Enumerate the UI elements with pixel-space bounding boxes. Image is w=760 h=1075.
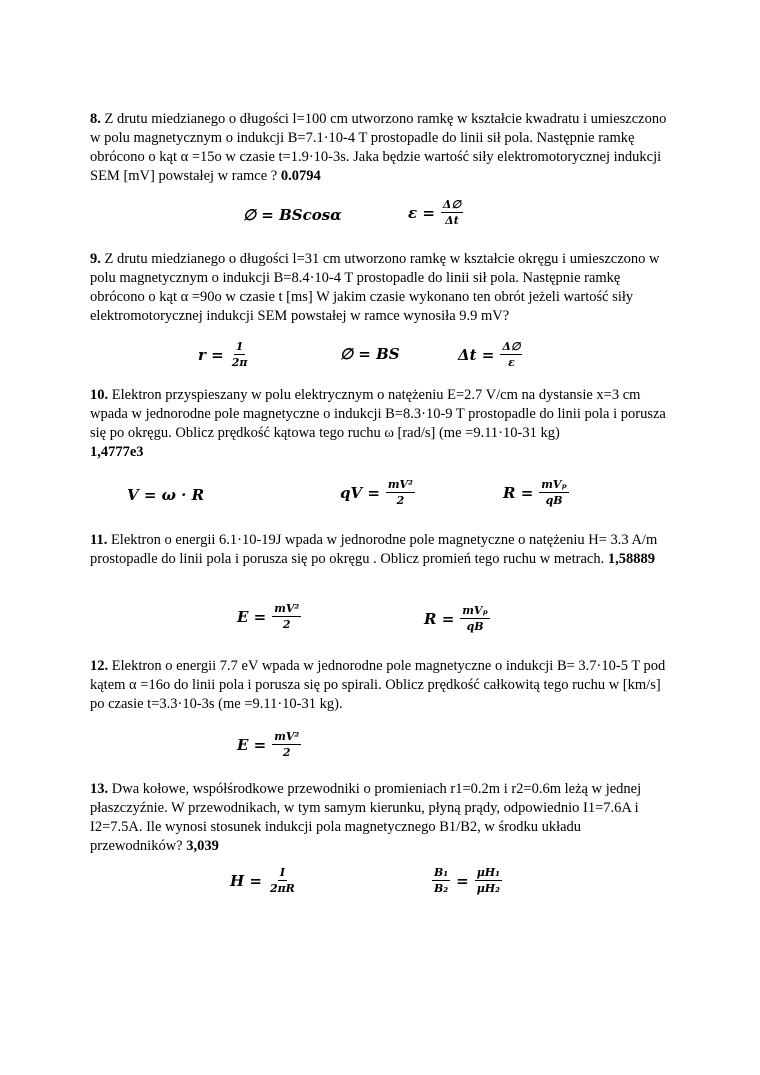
problem-answer: 3,039 [186,838,219,854]
formula-text: ε = [408,203,435,222]
denominator: qB [466,620,484,633]
formula-text: H = [230,871,262,890]
numerator: mVₚ [462,604,488,617]
fraction [268,866,297,895]
problem-11 [90,531,670,569]
problem-number: 9. [90,251,101,267]
problem-answer: 1,58889 [607,551,655,567]
formula-text: Δt = [458,345,495,364]
problem-body: Elektron przyspieszany w polu elektrycznym o natężeniu E=2.7 V/cm na dystansie x=3 cm wpada w jednorodne pole magnetyczne o indukcji B=8.3·10-9 T prostopadle do linii pola i porusza się po okręgu. Oblicz prędkość kątowa tego ruchu ω [rad/s] (me =9.11·10-31 kg) [90,387,666,441]
problem-text [90,386,670,462]
numerator: μH₁ [476,866,500,879]
problem-text [90,780,670,856]
problem-number: 11. [90,532,108,548]
numerator: 1 [235,340,244,353]
denominator: Δt [445,214,459,227]
fraction [441,198,463,227]
formula-text: E = [237,607,267,626]
formula [340,345,400,363]
denominator: B₂ [434,882,449,895]
formula [340,478,415,507]
problem-answer: 1,4777e3 [90,444,144,460]
numerator: mV² [274,602,300,615]
numerator: B₁ [434,866,449,879]
problem-13 [90,780,670,856]
numerator: mV² [387,478,413,491]
fraction [539,478,569,507]
fraction [500,340,522,369]
fraction [272,602,301,631]
problem-body: Dwa kołowe, współśrodkowe przewodniki o promieniach r1=0.2m i r2=0.6m leżą w jednej płaszczyźnie. W przewodnikach, w tym samym kierunku, płyną prądy, odpowiednio I1=7.6A i I2=7.5A. Ile wynosi stosunek indukcji pola magnetycznego B1/B2, w środku układu przewodników? [90,781,642,854]
formula-text: V = ω · R [127,486,205,504]
denominator: 2π [231,356,248,369]
problem-body: Z drutu miedzianego o długości l=31 cm utworzono ramkę w kształcie okręgu i umieszczono w polu magnetycznym o indukcji B=8.4·10-4 T prostopadle do linii sił pola. Następnie ramkę obrócono o kąt α =90o w czasie t [ms] W jakim czasie wykonano ten obrót jeżeli wartość siły elektromotorycznej indukcji SEM powstałej w ramce wynosiła 9.9 mV? [90,251,660,324]
fraction [386,478,415,507]
problem-8 [90,110,670,186]
problem-body: Elektron o energii 6.1·10-19J wpada w jednorodne pole magnetyczne o natężeniu H= 3.3 A/m prostopadle do linii pola i porusza się po okręgu . Oblicz promień tego ruchu w metrach. [90,532,658,567]
problem-number: 13. [90,781,109,797]
problem-text [90,110,670,186]
denominator: μH₂ [476,882,500,895]
problem-10 [90,386,670,462]
denominator: 2 [282,618,291,631]
denominator: ε [508,356,515,369]
formula [424,604,490,633]
numerator: Δ∅ [502,340,521,353]
numerator: mV² [274,730,300,743]
formula-text: = [456,871,469,890]
formula-text: r = [198,345,224,364]
problem-text [90,657,670,714]
problem-body: Z drutu miedzianego o długości l=100 cm utworzono ramkę w kształcie kwadratu i umieszczono w polu magnetycznym o indukcji B=7.1·10-4 T prostopadle do linii sił pola. Następnie ramkę obrócono o kąt α =15o w czasie t=1.9·10-3s. Jaka będzie wartość siły elektromotorycznej indukcji SEM [mV] powstałej w ramce ? [90,111,667,184]
formula [237,730,301,759]
formula [230,866,297,895]
denominator: 2 [282,746,291,759]
formula-text: qV = [340,483,380,502]
denominator: 2πR [269,882,295,895]
formula [198,340,249,369]
problem-12 [90,657,670,714]
problem-number: 12. [90,658,109,674]
fraction [460,604,490,633]
formula [243,206,342,224]
fraction [230,340,250,369]
formula [458,340,522,369]
numerator: I [279,866,285,879]
formula-text: E = [237,735,267,754]
problem-number: 10. [90,387,109,403]
formula-text: ∅ = BS [340,345,400,363]
fraction [475,866,502,895]
problem-text [90,531,670,569]
denominator: qB [545,494,563,507]
problem-text [90,250,670,326]
numerator: mVₚ [541,478,567,491]
formula-text: R = [424,609,455,628]
problem-answer: 0.0794 [280,168,321,184]
problem-body: Elektron o energii 7.7 eV wpada w jednorodne pole magnetyczne o indukcji B= 3.7·10-5 T pod kątem α =16o do linii pola i porusza się po spirali. Oblicz prędkość całkowitą tego ruchu w [km/s] po czasie t=3.3·10-3s (me =9.11·10-31 kg). [90,658,666,712]
formula [432,866,502,895]
denominator: 2 [396,494,405,507]
problem-9 [90,250,670,326]
fraction [432,866,450,895]
formula-text: ∅ = BScosα [243,206,342,224]
fraction [272,730,301,759]
formula [127,486,204,504]
problem-number: 8. [90,111,101,127]
formula [237,602,301,631]
formula [408,198,463,227]
numerator: Δ∅ [442,198,462,211]
formula-text: R = [503,483,534,502]
formula [503,478,569,507]
